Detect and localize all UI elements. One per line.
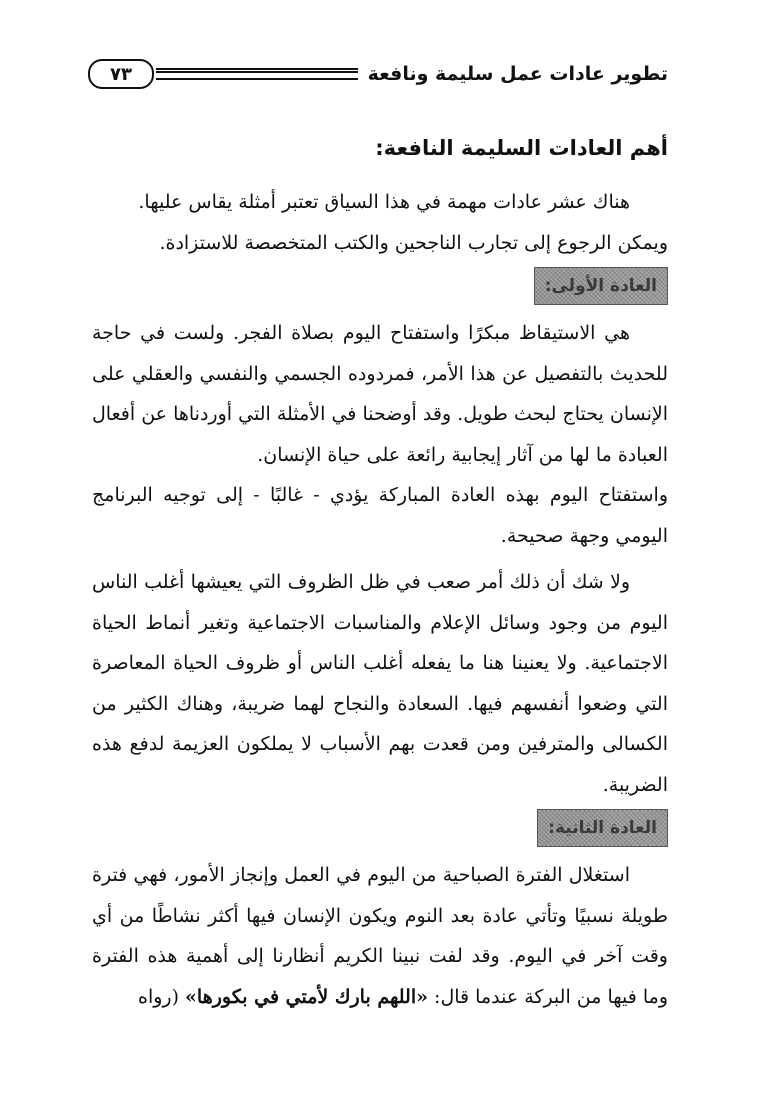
section-heading: أهم العادات السليمة النافعة: (375, 136, 668, 160)
paragraph-text: (رواه (137, 985, 179, 1008)
running-header (88, 56, 668, 92)
habit-label-first: العادة الأولى: (534, 267, 668, 305)
paragraph: هي الاستيقاظ مبكرًا واستفتاح اليوم بصلاة الفجر. ولست في حاجة للحديث بالتفصيل عن هذا الأمر، فمردوده الجسمي والنفسي والعقلي على الإنسان يحتاج لبحث طويل. وقد أوضحنا في الأمثلة التي أوردناها عن أفعال العبادة ما لها من آثار إيجابية رائعة على حياة الإنسان. (92, 322, 668, 466)
paragraph-text: استغلال الفترة الصباحية من اليوم في العمل وإنجاز الأمور، فهي فترة طويلة نسبيًا وتأتي عادة بعد النوم ويكون الإنسان فيها أكثر نشاطًا من أي وقت آخر في اليوم. وقد لفت نبينا الكريم أنظارنا إلى أهمية هذه الفترة وما فيها من البركة عندما قال: (92, 864, 668, 1008)
habit-label-second: العادة الثانية: (537, 809, 668, 847)
intro-line: هناك عشر عادات مهمة في هذا السياق تعتبر أمثلة يقاس عليها. (138, 191, 630, 213)
header-rule (156, 68, 358, 80)
paragraph (92, 855, 668, 1017)
paragraph: واستفتاح اليوم بهذه العادة المباركة يؤدي - غالبًا - إلى توجيه البرنامج اليومي وجهة صحيحة. (92, 484, 668, 547)
paragraph: ولا شك أن ذلك أمر صعب في ظل الظروف التي يعيشها أغلب الناس اليوم من وجود وسائل الإعلام والمناسبات الاجتماعية وتغير أنماط الحياة الاجتماعية. ولا يعنينا هنا ما يفعله أغلب الناس أو ظروف الحياة المعاصرة التي وضعوا أنفسهم فيها. السعادة والنجاح لهما ضريبة، وهناك الكثير من الكسالى والمترفين ومن قعدت بهم الأسباب لا يملكون العزيمة لدفع هذه الضريبة. (92, 571, 668, 796)
intro-line: ويمكن الرجوع إلى تجارب الناجحين والكتب المتخصصة للاستزادة. (159, 231, 668, 254)
page-number: ٧٣ (88, 59, 154, 89)
page-content (92, 128, 668, 1017)
hadith-quote: «اللهم بارك لأمتي في بكورها» (185, 985, 428, 1008)
habit-label-row (92, 805, 668, 855)
chapter-title: تطوير عادات عمل سليمة ونافعة (367, 63, 668, 85)
habit-label-row (92, 263, 668, 313)
